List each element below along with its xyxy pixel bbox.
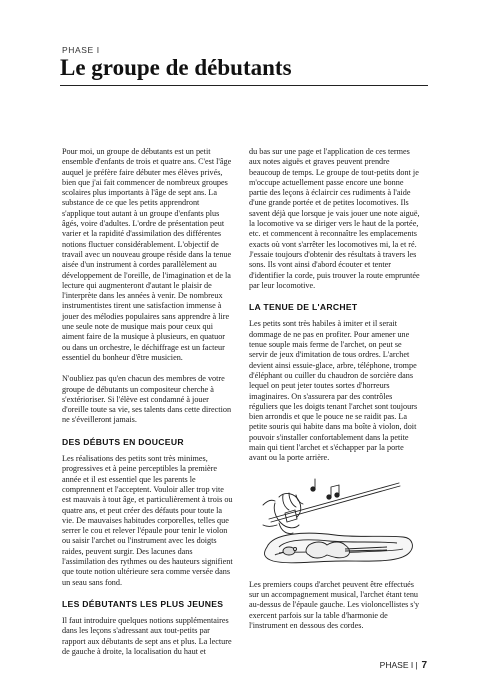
phase-label: PHASE I — [62, 45, 100, 55]
intro-paragraph: Pour moi, un groupe de débutants est un petit ensemble d'enfants de trois et quatre ans. C'est l'âge auquel je préfère faire débuter mes élèves privés, bien que j'ai fait commencer de nombreux groupes scolaires plus importants à l'âge de sept ans. La substance de ce que les petits apprendront s'applique tout autant à un groupe d'enfants plus âgés, voire d'adultes. L'ordre de présentation peut varier et la rapidité d'assimilation des différentes notions fluctuer considérablement. L'objectif de travail avec un nouveau groupe réside dans la tenue aisée d'un instrument à cordes parallèlement au développement de l'oreille, de l'imagination et de la lecture qui augmenteront d'autant le plaisir de l'interprète dans les années à venir. De nombreux instrumentistes tirent une satisfaction immense à jouer des mélodies populaires sans apprendre à lire une seule note de musique mais pour ceux qui aiment faire de la musique à plusieurs, en quatuor ou dans un orchestre, le déchiffrage est un facteur essentiel du bonheur d'être musicien. — [62, 147, 232, 362]
debuts-paragraph: Les réalisations des petits sont très minimes, progressives et à peine perceptibles la première année et il est essentiel que les parents le comprennent et l'acceptent. Vouloir aller trop vite est mauvais à tout âge, et particulièrement à trois ou quatre ans, et peut créer des défauts pour toute la vie. De mauvaises habitudes corporelles, telles que serrer le cou et relever l'épaule pour tenir le violon ou saisir l'archet ou l'instrument avec les doigts raides, peuvent surgir. Des lacunes dans l'assimilation des rythmes ou des hauteurs signifient que toute notion ultérieure sera comme versée dans un seau sans fond. — [62, 454, 233, 587]
locomotive-paragraph: du bas sur une page et l'application de ces termes aux notes aiguës et graves peuvent prendre beaucoup de temps. Le groupe de tout-petits dont je m'occupe actuellement passe encore une bonne partie des leçons à éclaircir ces rudiments à l'aide d'une grande portée et de petites locomotives. Ils savent déjà que lorsque je vais jouer une note aiguë, la locomotive va se diriger vers le haut de la portée, etc. et commencent à reconnaître les emplacements exacts où vont s'arrêter les locomotives mi, la et ré. J'essaie toujours d'obtenir des résultats à travers les sons. Ils vont ainsi d'abord écouter et tenter d'identifier la corde, puis trouver la route empruntée par leur locomotive. — [249, 147, 420, 290]
right-column — [249, 147, 422, 642]
left-column — [62, 147, 234, 668]
jeunes-paragraph: Il faut introduire quelques notions supplémentaires dans les leçons s'adressant aux tout-petits par rapport aux débutants de sept ans et plus. La lecture de gauche à droite, la localisation du haut et — [62, 616, 232, 657]
archet-paragraph: Les petits sont très habiles à imiter et il serait dommage de ne pas en profiter. Pour amener une tenue souple mais ferme de l'archet, on peut se servir de jeux d'imitation de tous ordres. L'archet devient ainsi essuie-glace, arbre, téléphone, trompe d'éléphant ou cuiller du chaudron de sorcière dans lequel on peut jeter toutes sortes d'horreurs imaginaires. On s'assurera par des contrôles réguliers que les doigts tenant l'archet sont toujours bien arrondis et que le pouce ne se raidit pas. La petite souris qui habite dans ma boîte à violon, doit pouvoir s'installer confortablement dans la petite main qui tient l'archet et s'échapper par la porte avant ou la porte arrière. — [249, 319, 418, 463]
first-strokes-paragraph: Les premiers coups d'archet peuvent être effectués sur un accompagnement musical, l'archet étant tenu au-dessus de l'épaule gauche. Les violoncellistes s'y exercent parfois sur la table d'harmonie de l'instrument en dessous des cordes. — [249, 579, 420, 630]
page-number: 7 — [421, 660, 427, 671]
page-footer — [380, 660, 427, 671]
footer-phase-label: PHASE I — [379, 660, 414, 670]
section-heading-jeunes: LES DÉBUTANTS LES PLUS JEUNES — [62, 598, 224, 609]
footer-separator: | — [415, 660, 418, 670]
composer-paragraph: N'oubliez pas qu'en chacun des membres de votre groupe de débutants un compositeur cherche à s'extérioriser. Si l'élève est condamné à jouer d'oreille toute sa vie, ses talents dans cette direction ne s'éveilleront jamais. — [62, 374, 232, 425]
section-heading-archet: LA TENUE DE L'ARCHET — [249, 302, 358, 313]
bow-hold-illustration — [249, 475, 419, 570]
section-heading-debuts: DES DÉBUTS EN DOUCEUR — [62, 436, 184, 447]
page-title: Le groupe de débutants — [60, 55, 292, 80]
title-rule — [60, 85, 428, 86]
